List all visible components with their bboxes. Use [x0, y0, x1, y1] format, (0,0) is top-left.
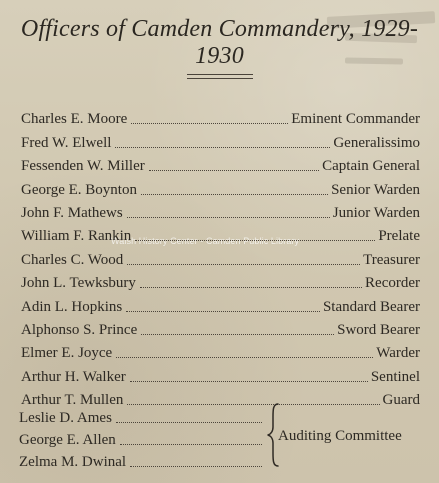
officer-name: Fessenden W. Miller — [21, 158, 145, 175]
officer-name: Arthur H. Walker — [21, 368, 126, 385]
officer-row — [21, 361, 420, 384]
officer-name: John F. Mathews — [21, 204, 123, 221]
officer-title: Sword Bearer — [337, 321, 420, 338]
dotted-leader — [127, 264, 360, 265]
officer-title: Standard Bearer — [322, 298, 420, 315]
officer-row — [21, 291, 420, 314]
officer-row — [21, 338, 420, 361]
officer-row — [21, 268, 420, 291]
officer-title: Generalissimo — [333, 134, 420, 151]
dotted-leader — [131, 123, 288, 124]
officer-name: John L. Tewksbury — [21, 275, 136, 292]
dotted-leader — [116, 357, 373, 358]
auditor-name: Leslie D. Ames — [19, 410, 112, 426]
officer-name: Fred W. Elwell — [21, 134, 112, 151]
officer-name: Elmer E. Joyce — [21, 345, 113, 362]
dotted-leader — [140, 287, 362, 288]
auditor-name: Zelma M. Dwinal — [19, 454, 127, 470]
auditor-row — [19, 426, 268, 448]
officer-row — [21, 104, 420, 127]
dotted-leader — [115, 147, 330, 148]
officers-list — [21, 104, 420, 408]
officer-name: Arthur T. Mullen — [21, 392, 124, 409]
officer-title: Eminent Commander — [291, 111, 420, 128]
officer-title: Prelate — [378, 228, 420, 245]
auditor-row — [19, 404, 268, 426]
officer-row — [21, 151, 420, 174]
dotted-leader — [130, 381, 368, 382]
officer-name: George E. Boynton — [21, 181, 137, 198]
officer-title: Warder — [376, 345, 420, 362]
officer-row — [21, 198, 420, 221]
officer-title: Sentinel — [370, 368, 420, 385]
dotted-leader — [120, 444, 262, 445]
officer-row — [21, 244, 420, 267]
officer-row — [21, 127, 420, 150]
officer-title: Junior Warden — [332, 204, 420, 221]
watermark-text: Walsh History Center - Camden Public Library — [111, 236, 300, 246]
officer-title: Senior Warden — [331, 181, 420, 198]
dotted-leader — [141, 194, 328, 195]
officer-row — [21, 174, 420, 197]
officer-name: Alphonso S. Prince — [21, 321, 138, 338]
auditing-committee-members — [19, 404, 268, 470]
page-title: Officers of Camden Commandery, 1929-1930 — [20, 16, 419, 69]
auditor-row — [19, 448, 268, 470]
officer-name: Charles C. Wood — [21, 251, 124, 268]
dotted-leader — [116, 422, 262, 423]
officer-title: Recorder — [365, 275, 420, 292]
dotted-leader — [126, 311, 320, 312]
dotted-leader — [141, 334, 334, 335]
dotted-leader — [127, 217, 330, 218]
dotted-leader — [135, 240, 375, 241]
auditor-name: George E. Allen — [19, 432, 116, 448]
auditing-committee-label: Auditing Committee — [278, 428, 402, 444]
auditing-committee-section — [19, 404, 420, 470]
officer-title: Treasurer — [363, 251, 420, 268]
officer-row — [21, 221, 420, 244]
officer-name: Adin L. Hopkins — [21, 298, 123, 315]
officer-name: William F. Rankin — [21, 228, 132, 245]
title-divider — [187, 74, 253, 80]
officer-name: Charles E. Moore — [21, 111, 128, 128]
officer-title: Captain General — [322, 158, 420, 175]
officer-row — [21, 315, 420, 338]
officer-title: Guard — [382, 392, 420, 409]
dotted-leader — [149, 170, 319, 171]
dotted-leader — [130, 466, 262, 467]
